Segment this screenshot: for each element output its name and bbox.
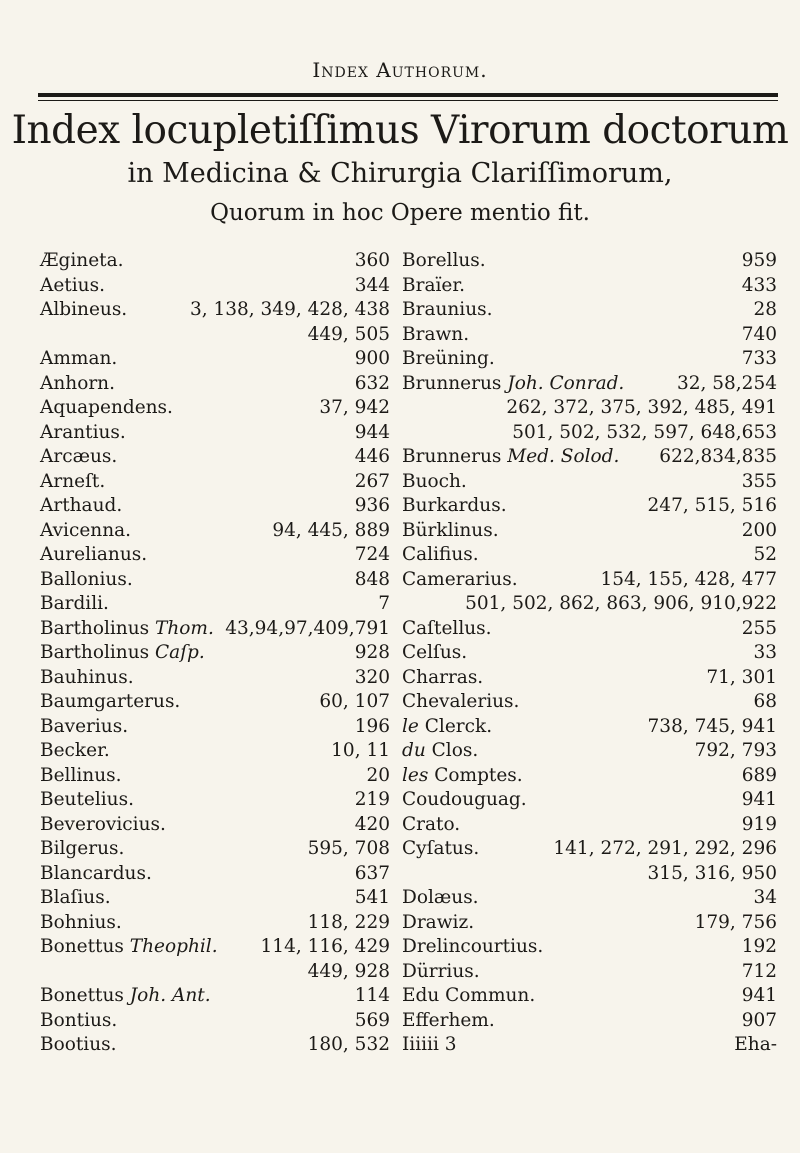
author-name-main: Amman. bbox=[40, 348, 118, 369]
index-entry bbox=[40, 446, 390, 471]
index-entry bbox=[40, 471, 390, 496]
page-references: 632 bbox=[354, 372, 390, 394]
index-entry bbox=[402, 936, 777, 961]
index-entry bbox=[40, 667, 390, 692]
author-name bbox=[402, 912, 474, 933]
author-name-main: Bartholinus bbox=[40, 642, 150, 663]
header-rule-thick bbox=[38, 93, 778, 97]
author-name bbox=[40, 1010, 117, 1031]
page-references: 3, 138, 349, 428, 438 bbox=[189, 299, 390, 320]
author-name bbox=[402, 299, 493, 320]
author-name bbox=[40, 397, 173, 418]
author-name bbox=[402, 985, 535, 1006]
author-name bbox=[40, 348, 117, 369]
index-entry bbox=[402, 765, 777, 790]
author-name-main: Beutelius. bbox=[40, 789, 134, 810]
page-subtitle: in Medicina & Chirurgia Clariſſimorum, bbox=[127, 158, 673, 189]
author-name-main: Anhorn. bbox=[40, 372, 115, 394]
page-references: 724 bbox=[354, 544, 390, 565]
author-name bbox=[40, 544, 147, 565]
page-references: 118, 229 bbox=[307, 911, 390, 933]
author-name-prefix: le bbox=[402, 715, 419, 737]
index-entry bbox=[402, 299, 777, 324]
author-name-qualifier: Theophil. bbox=[129, 936, 218, 957]
index-entry bbox=[402, 520, 777, 545]
page-references: 219 bbox=[354, 789, 390, 810]
author-name bbox=[402, 373, 624, 394]
page-references: 595, 708 bbox=[307, 838, 390, 859]
index-entry bbox=[402, 250, 777, 275]
page-references: 637 bbox=[354, 862, 390, 884]
author-name-main: Buoch. bbox=[402, 470, 467, 492]
page-references: 907 bbox=[741, 1009, 777, 1031]
author-name bbox=[40, 863, 152, 884]
index-entry bbox=[40, 544, 390, 569]
author-name-prefix: du bbox=[402, 740, 426, 761]
page-references: 267 bbox=[354, 470, 390, 492]
author-name bbox=[40, 936, 218, 957]
author-name-main: Clerck. bbox=[418, 715, 493, 737]
header-rule-thin bbox=[38, 100, 778, 101]
author-name-main: Efferhem. bbox=[402, 1009, 495, 1031]
author-name-main: Drawiz. bbox=[402, 911, 475, 933]
author-name-main: Braunius. bbox=[402, 299, 493, 320]
author-name-main: Crato. bbox=[402, 813, 461, 835]
author-name-main: Bonettus bbox=[40, 985, 124, 1006]
index-entry bbox=[402, 667, 777, 692]
author-name bbox=[402, 275, 465, 296]
author-name-main: Bellinus. bbox=[40, 764, 122, 786]
index-entry bbox=[402, 593, 777, 618]
index-entry bbox=[40, 716, 390, 741]
author-name bbox=[40, 495, 122, 516]
author-name bbox=[40, 593, 109, 614]
index-entry bbox=[40, 1034, 390, 1059]
index-entry bbox=[40, 348, 390, 373]
page-references: 43,94,97,409,791 bbox=[225, 617, 390, 639]
author-name bbox=[40, 912, 122, 933]
index-entry bbox=[40, 324, 390, 349]
page-references: 68 bbox=[753, 691, 777, 712]
author-name-main: Arthaud. bbox=[40, 495, 123, 516]
page-references: 247, 515, 516 bbox=[647, 495, 777, 516]
author-name-main: Califius. bbox=[402, 544, 479, 565]
author-name-main: Drelincourtius. bbox=[402, 936, 544, 957]
author-name bbox=[40, 569, 133, 590]
author-name-main: Chevalerius. bbox=[402, 691, 520, 712]
author-name-main: Blaſius. bbox=[40, 887, 111, 908]
author-name-main: Borellus. bbox=[402, 250, 486, 271]
page-references: 449, 505 bbox=[307, 323, 390, 345]
author-name bbox=[40, 740, 110, 761]
author-name bbox=[40, 1034, 117, 1055]
author-name-main: Edu Commun. bbox=[402, 985, 536, 1006]
page-references: 355 bbox=[741, 470, 777, 492]
index-entry bbox=[40, 569, 390, 594]
page-references: 141, 272, 291, 292, 296 bbox=[553, 838, 777, 859]
index-column-left bbox=[40, 250, 390, 1059]
page-references: 740 bbox=[741, 323, 777, 345]
page-references: 622,834,835 bbox=[659, 446, 777, 467]
author-name-main: Comptes. bbox=[428, 764, 523, 786]
author-name-main: Aetius. bbox=[40, 274, 105, 296]
page-title: Index locupletiſſimus Virorum doctorum bbox=[11, 108, 789, 153]
author-name-prefix: les bbox=[402, 764, 429, 786]
index-entry bbox=[40, 740, 390, 765]
author-name bbox=[40, 667, 134, 688]
index-entry bbox=[40, 520, 390, 545]
author-name bbox=[402, 961, 480, 982]
author-name bbox=[402, 348, 495, 369]
author-name bbox=[40, 765, 122, 786]
author-name-main: Bonettus bbox=[40, 936, 124, 957]
author-name bbox=[402, 936, 543, 957]
page-references: 848 bbox=[354, 568, 390, 590]
page-references: 94, 445, 889 bbox=[272, 519, 390, 541]
author-name-main: Celſus. bbox=[402, 642, 468, 663]
author-name bbox=[402, 691, 519, 712]
index-entry bbox=[40, 299, 390, 324]
index-entry bbox=[40, 936, 390, 961]
author-name-main: Camerarius. bbox=[402, 568, 518, 590]
index-entry bbox=[402, 716, 777, 741]
index-entry bbox=[40, 397, 390, 422]
author-name-main: Bohnius. bbox=[40, 911, 122, 933]
author-name-main: Braïer. bbox=[402, 274, 466, 296]
author-name-main: Coudouguag. bbox=[402, 789, 527, 810]
page-references: 20 bbox=[366, 764, 390, 786]
author-name bbox=[40, 250, 124, 271]
page-subtitle-2: Quorum in hoc Opere mentio fit. bbox=[210, 200, 590, 226]
author-name bbox=[40, 618, 214, 639]
page-references: 52 bbox=[753, 544, 777, 565]
page-references: 315, 316, 950 bbox=[647, 862, 777, 884]
author-name bbox=[40, 642, 205, 663]
page-references: 501, 502, 532, 597, 648,653 bbox=[512, 421, 777, 443]
index-entry bbox=[40, 618, 390, 643]
author-name-main: Breüning. bbox=[402, 348, 495, 369]
page-references: 900 bbox=[354, 348, 390, 369]
author-name-main: Blancardus. bbox=[40, 862, 152, 884]
page-references: 179, 756 bbox=[694, 911, 777, 933]
index-entry bbox=[40, 422, 390, 447]
index-entry bbox=[40, 838, 390, 863]
author-name bbox=[402, 765, 523, 786]
page-references: 941 bbox=[741, 789, 777, 810]
author-name-main: Aquapendens. bbox=[40, 397, 173, 418]
index-entry bbox=[40, 985, 390, 1010]
author-name bbox=[40, 789, 134, 810]
author-name bbox=[40, 471, 105, 492]
index-entry bbox=[402, 422, 777, 447]
author-name-main: Baverius. bbox=[40, 715, 129, 737]
author-name-main: Beverovicius. bbox=[40, 813, 166, 835]
author-name-main: Bauhinus. bbox=[40, 666, 134, 688]
author-name bbox=[402, 618, 492, 639]
index-entry bbox=[402, 569, 777, 594]
index-entry bbox=[402, 740, 777, 765]
index-entry bbox=[402, 912, 777, 937]
author-name-main: Arneſt. bbox=[40, 470, 106, 492]
index-entry bbox=[402, 324, 777, 349]
page-references: 255 bbox=[741, 617, 777, 639]
index-entry bbox=[40, 814, 390, 839]
author-name bbox=[402, 324, 469, 345]
page-references: 433 bbox=[741, 274, 777, 296]
page-references: 936 bbox=[354, 495, 390, 516]
page-references: Eha- bbox=[734, 1034, 777, 1055]
index-entry bbox=[402, 1010, 777, 1035]
author-name bbox=[40, 520, 131, 541]
author-name bbox=[40, 985, 211, 1006]
page-references: 733 bbox=[741, 348, 777, 369]
page-references: 60, 107 bbox=[319, 691, 390, 712]
author-name bbox=[402, 1010, 495, 1031]
page-references: 180, 532 bbox=[307, 1034, 390, 1055]
running-head: Index Authorum. bbox=[312, 58, 488, 82]
author-name bbox=[402, 471, 467, 492]
author-name-main: Dürrius. bbox=[402, 960, 480, 982]
index-entry bbox=[40, 887, 390, 912]
author-name bbox=[402, 544, 479, 565]
author-name-main: Avicenna. bbox=[40, 519, 132, 541]
author-name-main: Brunnerus bbox=[402, 446, 502, 467]
author-name-main: Dolæus. bbox=[402, 887, 479, 908]
index-entry bbox=[402, 887, 777, 912]
author-name bbox=[40, 814, 166, 835]
author-name bbox=[402, 446, 619, 467]
index-entry bbox=[402, 544, 777, 569]
index-entry bbox=[40, 275, 390, 300]
author-name-qualifier: Joh. Ant. bbox=[129, 985, 211, 1006]
index-entry bbox=[402, 814, 777, 839]
page-references: 34 bbox=[753, 887, 777, 908]
author-name bbox=[402, 495, 507, 516]
page-references: 262, 372, 375, 392, 485, 491 bbox=[506, 397, 777, 418]
index-entry bbox=[402, 471, 777, 496]
author-name bbox=[40, 691, 180, 712]
author-name bbox=[402, 814, 460, 835]
author-name-qualifier: Thom. bbox=[155, 617, 214, 639]
index-entry bbox=[40, 250, 390, 275]
page-references: 501, 502, 862, 863, 906, 910,922 bbox=[465, 593, 777, 614]
author-name-main: Arantius. bbox=[40, 421, 126, 443]
page-references: 689 bbox=[741, 764, 777, 786]
author-name-qualifier: Med. Solod. bbox=[507, 446, 620, 467]
index-column-right bbox=[402, 250, 777, 1059]
page-references: 33 bbox=[753, 642, 777, 663]
page-references: 712 bbox=[741, 960, 777, 982]
page-references: 446 bbox=[354, 446, 390, 467]
index-entry bbox=[402, 618, 777, 643]
index-entry bbox=[40, 765, 390, 790]
page-references: 28 bbox=[753, 299, 777, 320]
page-references: 114 bbox=[354, 985, 390, 1006]
index-entry bbox=[40, 642, 390, 667]
author-name-main: Clos. bbox=[425, 740, 479, 761]
index-entry bbox=[402, 1034, 777, 1059]
page-references: 420 bbox=[354, 813, 390, 835]
index-entry bbox=[40, 593, 390, 618]
author-name bbox=[40, 716, 128, 737]
page-references: 10, 11 bbox=[331, 740, 390, 761]
index-entry bbox=[40, 495, 390, 520]
author-name bbox=[40, 838, 124, 859]
author-name-main: Baumgarterus. bbox=[40, 691, 181, 712]
index-entry bbox=[402, 446, 777, 471]
author-name-main: Becker. bbox=[40, 740, 110, 761]
author-name bbox=[40, 446, 117, 467]
index-entry bbox=[402, 275, 777, 300]
index-entry bbox=[402, 863, 777, 888]
page-references: 320 bbox=[354, 666, 390, 688]
page-references: 196 bbox=[354, 715, 390, 737]
author-name-qualifier: Caſp. bbox=[155, 642, 205, 663]
page-references: 344 bbox=[354, 274, 390, 296]
index-entry bbox=[40, 912, 390, 937]
page-references: 928 bbox=[354, 642, 390, 663]
author-name-main: Bartholinus bbox=[40, 617, 150, 639]
author-name bbox=[40, 422, 126, 443]
author-name-main: Bontius. bbox=[40, 1009, 118, 1031]
index-entry bbox=[402, 348, 777, 373]
page-references: 7 bbox=[378, 593, 390, 614]
author-name bbox=[402, 838, 479, 859]
author-name bbox=[402, 887, 479, 908]
page-references: 569 bbox=[354, 1009, 390, 1031]
author-name-main: Ballonius. bbox=[40, 568, 133, 590]
page-references: 192 bbox=[741, 936, 777, 957]
author-name-main: Brunnerus bbox=[402, 372, 502, 394]
author-name-main: Bürklinus. bbox=[402, 519, 499, 541]
author-name bbox=[402, 642, 467, 663]
page-references: 360 bbox=[354, 250, 390, 271]
page-references: 154, 155, 428, 477 bbox=[600, 568, 777, 590]
page-references: 114, 116, 429 bbox=[260, 936, 390, 957]
author-name bbox=[40, 887, 111, 908]
index-entry bbox=[402, 642, 777, 667]
page-references: 792, 793 bbox=[694, 740, 777, 761]
index-entry bbox=[402, 985, 777, 1010]
author-name-main: Arcæus. bbox=[40, 446, 118, 467]
author-name bbox=[402, 250, 486, 271]
index-entry bbox=[402, 691, 777, 716]
page-references: 944 bbox=[354, 421, 390, 443]
index-entry bbox=[40, 789, 390, 814]
author-name-main: Brawn. bbox=[402, 323, 470, 345]
page-references: 919 bbox=[741, 813, 777, 835]
author-name-main: Aurelianus. bbox=[40, 544, 148, 565]
author-name-main: Bilgerus. bbox=[40, 838, 125, 859]
author-name-main: Ægineta. bbox=[40, 250, 124, 271]
author-name bbox=[40, 299, 127, 320]
author-name bbox=[402, 789, 527, 810]
page-references: 941 bbox=[741, 985, 777, 1006]
index-entry bbox=[402, 789, 777, 814]
index-entry bbox=[402, 397, 777, 422]
index-entry bbox=[402, 373, 777, 398]
index-entry bbox=[40, 863, 390, 888]
author-name-main: Iiiiii 3 bbox=[402, 1034, 457, 1055]
page-references: 32, 58,254 bbox=[676, 372, 777, 394]
author-name bbox=[402, 569, 518, 590]
author-name bbox=[402, 1034, 457, 1055]
page-references: 959 bbox=[741, 250, 777, 271]
author-name bbox=[40, 373, 115, 394]
author-name bbox=[402, 667, 483, 688]
index-entry bbox=[40, 373, 390, 398]
page-references: 71, 301 bbox=[706, 666, 777, 688]
page-references: 200 bbox=[741, 519, 777, 541]
author-name-main: Bootius. bbox=[40, 1034, 117, 1055]
index-entry bbox=[40, 961, 390, 986]
index-entry bbox=[402, 495, 777, 520]
author-name-main: Cyſatus. bbox=[402, 838, 480, 859]
author-name-main: Charras. bbox=[402, 666, 484, 688]
page-references: 738, 745, 941 bbox=[647, 715, 777, 737]
index-entry bbox=[40, 1010, 390, 1035]
author-name-qualifier: Joh. Conrad. bbox=[507, 372, 625, 394]
author-name bbox=[402, 740, 478, 761]
author-name-main: Burkardus. bbox=[402, 495, 507, 516]
author-name-main: Caſtellus. bbox=[402, 617, 492, 639]
author-name bbox=[40, 275, 105, 296]
author-name bbox=[402, 520, 499, 541]
author-name bbox=[402, 716, 492, 737]
page-references: 37, 942 bbox=[319, 397, 390, 418]
page-references: 449, 928 bbox=[307, 960, 390, 982]
author-name-main: Albineus. bbox=[40, 299, 128, 320]
page-references: 541 bbox=[354, 887, 390, 908]
author-name-main: Bardili. bbox=[40, 593, 109, 614]
index-entry bbox=[402, 838, 777, 863]
index-entry bbox=[402, 961, 777, 986]
index-entry bbox=[40, 691, 390, 716]
